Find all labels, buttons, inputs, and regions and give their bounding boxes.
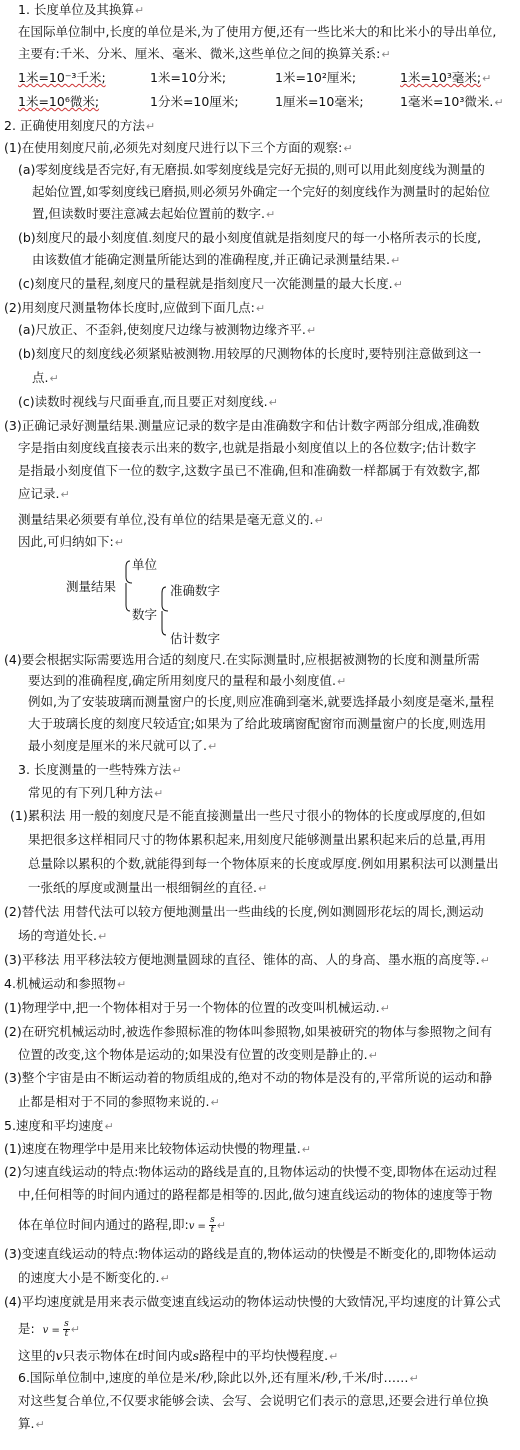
conversion-6: 1分米=10厘米;	[150, 94, 239, 109]
paragraph-line: 主要有:千米、分米、厘米、毫米、微米,这些单位之间的换算关系:↵	[18, 46, 391, 61]
velocity-symbol: v	[188, 1221, 195, 1232]
paragraph-line: 常见的有下列几种方法↵	[28, 785, 164, 800]
conversion-7: 1厘米=10毫米;	[275, 94, 364, 109]
paragraph-line: (3)正确记录好测量结果.测量应记录的数字是由准确数字和估计数字两部分组成,准确数	[4, 418, 480, 433]
paragraph-line: 一张纸的厚度或测量出一根细铜丝的直径.↵	[28, 880, 268, 895]
paragraph-line: 果把很多这样相同尺寸的物体累积起来,用刻度尺能够测量出累积起来后的总量,再用	[28, 832, 486, 847]
paragraph-line: 例如,为了安装玻璃而测量窗户的长度,则应准确到毫米,就要选择最小刻度是毫米,量程	[28, 694, 494, 709]
paragraph-line: 字是指由刻度线直接表示出来的数字,也就是指最小刻度值以上的各位数字;估计数字	[18, 440, 477, 455]
paragraph-line: (c)读数时视线与尺面垂直,而且要正对刻度线.↵	[18, 394, 278, 409]
paragraph-line: 最小刻度是厘米的米尺就可以了.↵	[28, 738, 218, 753]
paragraph-line: (1)累积法 用一般的刻度尺是不能直接测量出一些尺寸很小的物体的长度或厚度的,但如	[10, 808, 486, 823]
average-speed-fraction: $\frac{s}{t}$	[64, 1319, 69, 1339]
speed-formula-fraction: $\frac{s}{t}$	[210, 1215, 215, 1235]
paragraph-line: (1)在使用刻度尺前,必须先对刻度尺进行以下三个方面的观察:↵	[4, 140, 353, 155]
paragraph-line: 中,任何相等的时间内通过的路程都是相等的.因此,做匀速直线运动的物体的速度等于物	[18, 1187, 493, 1202]
section-1-title: 1. 长度单位及其换算↵	[18, 2, 145, 17]
paragraph-line: (2)匀速直线运动的特点:物体运动的路线是直的,且物体运动的快慢不变,即物体在运动过程	[4, 1164, 497, 1179]
paragraph-line: 算.↵	[18, 1416, 45, 1431]
paragraph-line: 是指最小刻度值下一位的数字,这数字虽已不准确,但和准确数一样都属于有效数字,都	[18, 463, 480, 478]
section-2-title: 2. 正确使用刻度尺的方法↵	[4, 118, 156, 133]
paragraph-line: 测量结果必须要有单位,没有单位的结果是毫无意义的.↵	[18, 512, 324, 527]
paragraph-line: 止都是相对于不同的参照物来说的.↵	[18, 1094, 220, 1109]
paragraph-line: 大于玻璃长度的刻度尺较适宜;如果为了给此玻璃窗配窗帘而测量窗户的长度,则选用	[28, 716, 487, 731]
paragraph-line: (1)速度在物理学中是用来比较物体运动快慢的物理量.↵	[4, 1141, 311, 1156]
paragraph-line: 总量除以累积的个数,就能得到每一个物体原来的长度或厚度.例如用累积法可以测量出	[28, 856, 499, 871]
paragraph-line: 场的弯道处长.↵	[18, 928, 108, 943]
paragraph-line: 因此,可归纳如下:↵	[18, 534, 124, 549]
paragraph-line: 位置的改变,这个物体是运动的;如果没有位置的改变则是静止的.↵	[18, 1047, 378, 1062]
paragraph-line: (a)尺放正、不歪斜,使刻度尺边缘与被测物边缘齐平.↵	[18, 322, 317, 337]
paragraph-line: 由该数值才能确定测量所能达到的准确程度,并正确记录测量结果.↵	[32, 252, 401, 267]
paragraph-line: (1)物理学中,把一个物体相对于另一个物体的位置的改变叫机械运动.↵	[4, 1000, 390, 1015]
paragraph-line: 在国际单位制中,长度的单位是米,为了使用方便,还有一些比米大的和比米小的导出单位,	[18, 24, 497, 39]
conversion-1: 1米=10⁻³千米;	[18, 70, 106, 85]
conversion-8: 1毫米=10³微米.↵	[400, 94, 504, 109]
paragraph-line: 点.↵	[32, 370, 59, 385]
measurement-result-diagram	[60, 555, 260, 645]
paragraph-line: (b)刻度尺的最小刻度值.刻度尺的最小刻度值就是指刻度尺的每一小格所表示的长度,	[18, 230, 482, 245]
conversion-3: 1米=10²厘米;	[275, 70, 357, 85]
section-4-title: 4.机械运动和参照物↵	[4, 976, 127, 991]
paragraph-line: (a)零刻度线是否完好,有无磨损.如零刻度线是完好无损的,则可以用此刻度线为测量的	[18, 162, 485, 177]
diagram-accurate: 准确数字	[170, 583, 221, 598]
section-6-line: 6.国际单位制中,速度的单位是米/秒,除此以外,还有厘米/秒,千米/时……↵	[18, 1370, 419, 1385]
paragraph-line: (3)整个宇宙是由不断运动着的物质组成的,绝对不动的物体是没有的,平常所说的运动和静	[4, 1070, 493, 1085]
paragraph-line: 体在单位时间内通过的路程,即:v = $\frac{s}{t}$ ↵	[18, 1215, 226, 1235]
diagram-number: 数字	[132, 607, 158, 622]
conversion-2: 1米=10分米;	[150, 70, 227, 85]
paragraph-line: (c)刻度尺的量程,刻度尺的量程就是指刻度尺一次能测量的最大长度.↵	[18, 276, 403, 291]
paragraph-line: (b)刻度尺的刻度线必须紧贴被测物.用较厚的尺测物体的长度时,要特别注意做到这一	[18, 346, 482, 361]
paragraph-line: 的速度大小是不断变化的.↵	[18, 1270, 170, 1285]
paragraph-line: (4)要会根据实际需要选用合适的刻度尺.在实际测量时,应根据被测物的长度和测量所需	[4, 652, 480, 667]
paragraph-line: (2)替代法 用替代法可以较方便地测量出一些曲线的长度,例如测圆形花坛的周长,测运动	[4, 904, 484, 919]
paragraph-line: 是: v = $\frac{s}{t}$ ↵	[18, 1319, 80, 1339]
paragraph-line: (2)用刻度尺测量物体长度时,应做到下面几点:↵	[4, 300, 266, 315]
paragraph-line: 起始位置,如零刻度线已磨损,则必须另外确定一个完好的刻度线作为测量时的起始位	[32, 184, 490, 199]
paragraph-line: (3)平移法 用平移法较方便地测量圆球的直径、锥体的高、人的身高、墨水瓶的高度等.↵	[4, 952, 490, 967]
paragraph-line: (4)平均速度就是用来表示做变速直线运动的物体运动快慢的大致情况,平均速度的计算公式	[4, 1294, 501, 1309]
diagram-estimate: 估计数字	[170, 631, 221, 646]
diagram-root: 测量结果	[66, 579, 117, 594]
diagram-unit: 单位	[132, 557, 158, 572]
bracket-lines	[60, 555, 260, 645]
section-5-title: 5.速度和平均速度↵	[4, 1118, 114, 1133]
paragraph-line: 应记录.↵	[18, 486, 70, 501]
paragraph-line: 这里的v只表示物体在t时间内或s路程中的平均快慢程度.↵	[18, 1348, 339, 1363]
conversion-4: 1米=10³毫米;↵	[400, 70, 492, 85]
paragraph-line: (3)变速直线运动的特点:物体运动的路线是直的,物体运动的快慢是不断变化的,即物体运动	[4, 1246, 497, 1261]
paragraph-line: 对这些复合单位,不仅要求能够会读、会写、会说明它们表示的意思,还要会进行单位换	[18, 1393, 489, 1408]
paragraph-line: 置,但读数时要注意减去起始位置前的数字.↵	[32, 206, 276, 221]
paragraph-line: (2)在研究机械运动时,被选作参照标准的物体叫参照物,如果被研究的物体与参照物之间有	[4, 1024, 493, 1039]
paragraph-line: 要达到的准确程度,确定所用刻度尺的量程和最小刻度值.↵	[28, 673, 347, 688]
section-3-title: 3. 长度测量的一些特殊方法↵	[18, 762, 182, 777]
conversion-5: 1米=10⁶微米;	[18, 94, 100, 109]
